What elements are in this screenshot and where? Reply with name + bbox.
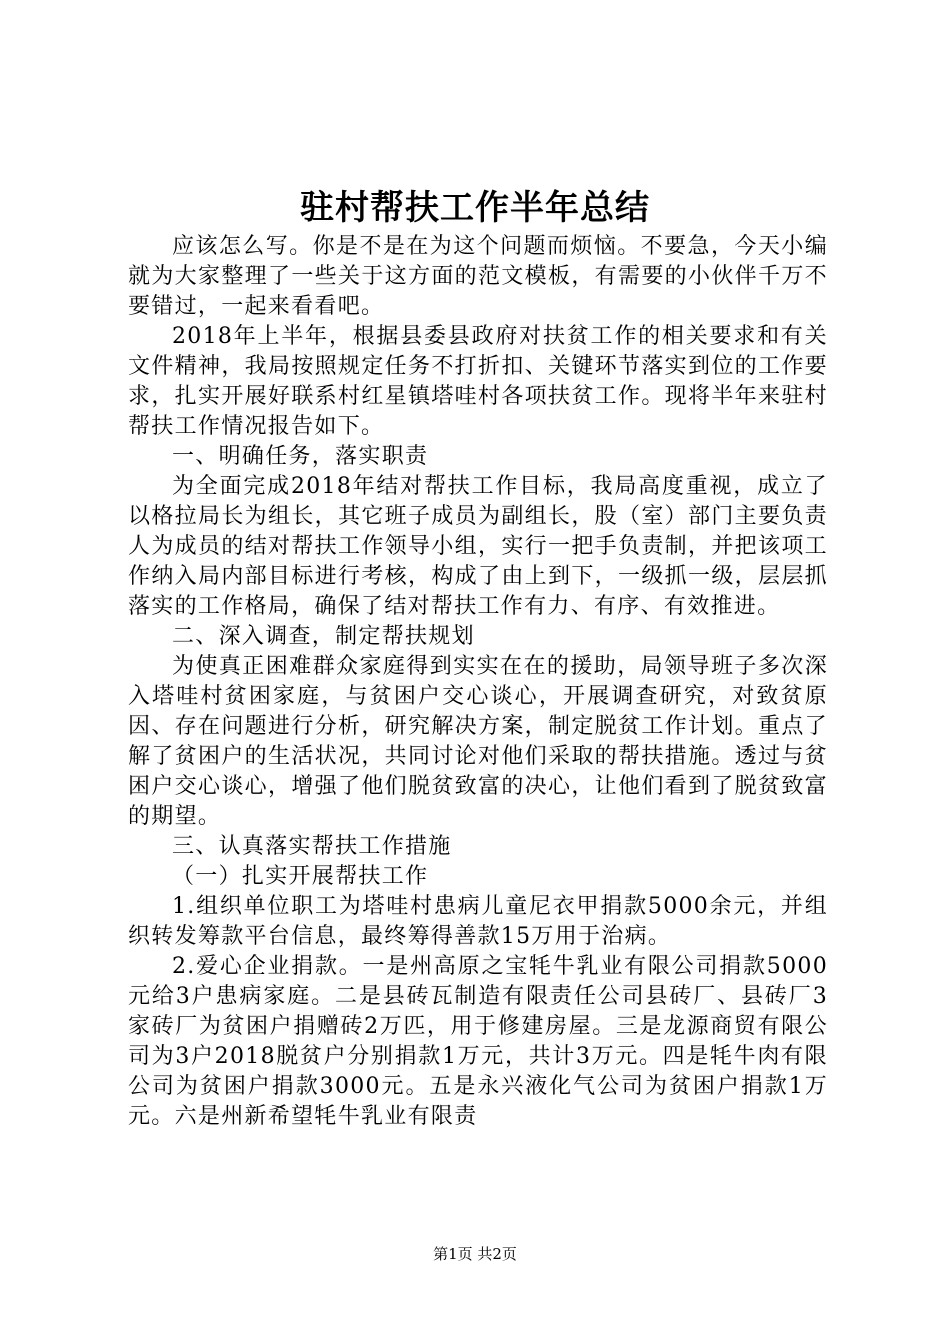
section-heading-1: 一、明确任务，落实职责	[172, 444, 429, 469]
page-number: 第1页 共2页	[433, 1245, 517, 1263]
section-heading-3: 三、认真落实帮扶工作措施	[172, 834, 452, 859]
document-body	[128, 232, 828, 1132]
paragraph-overview: 2018年上半年，根据县委县政府对扶贫工作的相关要求和有关文件精神，我局按照规定任务不打折扣、关键环节落实到位的工作要求，扎实开展好联系村红星镇塔哇村各项扶贫工作。现将半年来驻村帮扶工作情况报告如下。	[128, 324, 828, 439]
list-item-2: 2.爱心企业捐款。一是州高原之宝牦牛乳业有限公司捐款5000元给3户患病家庭。二是县砖瓦制造有限责任公司县砖厂、县砖厂3家砖厂为贫困户捐赠砖2万匹，用于修建房屋。三是龙源商贸有限公司为3户2018脱贫户分别捐款1万元，共计3万元。四是牦牛肉有限公司为贫困户捐款3000元。五是永兴液化气公司为贫困户捐款1万元。六是州新希望牦牛乳业有限责	[128, 954, 828, 1129]
list-item-1: 1.组织单位职工为塔哇村患病儿童尼衣甲捐款5000余元，并组织转发筹款平台信息，最终筹得善款15万用于治病。	[128, 894, 828, 949]
paragraph-intro: 应该怎么写。你是不是在为这个问题而烦恼。不要急，今天小编就为大家整理了一些关于这方面的范文模板，有需要的小伙伴千万不要错过，一起来看看吧。	[128, 234, 828, 319]
section-heading-2: 二、深入调查，制定帮扶规划	[172, 624, 475, 649]
paragraph-section-2: 为使真正困难群众家庭得到实实在在的援助，局领导班子多次深入塔哇村贫困家庭，与贫困户交心谈心，开展调查研究，对致贫原因、存在问题进行分析，研究解决方案，制定脱贫工作计划。重点了解了贫困户的生活状况，共同讨论对他们采取的帮扶措施。透过与贫困户交心谈心，增强了他们脱贫致富的决心，让他们看到了脱贫致富的期望。	[128, 654, 828, 829]
paragraph-section-1: 为全面完成2018年结对帮扶工作目标，我局高度重视，成立了以格拉局长为组长，其它班子成员为副组长，股（室）部门主要负责人为成员的结对帮扶工作领导小组，实行一把手负责制，并把该项工作纳入局内部目标进行考核，构成了由上到下，一级抓一级，层层抓落实的工作格局，确保了结对帮扶工作有力、有序、有效推进。	[128, 474, 828, 619]
document-title: 驻村帮扶工作半年总结	[300, 188, 650, 228]
subsection-heading-1: （一）扎实开展帮扶工作	[172, 864, 429, 889]
